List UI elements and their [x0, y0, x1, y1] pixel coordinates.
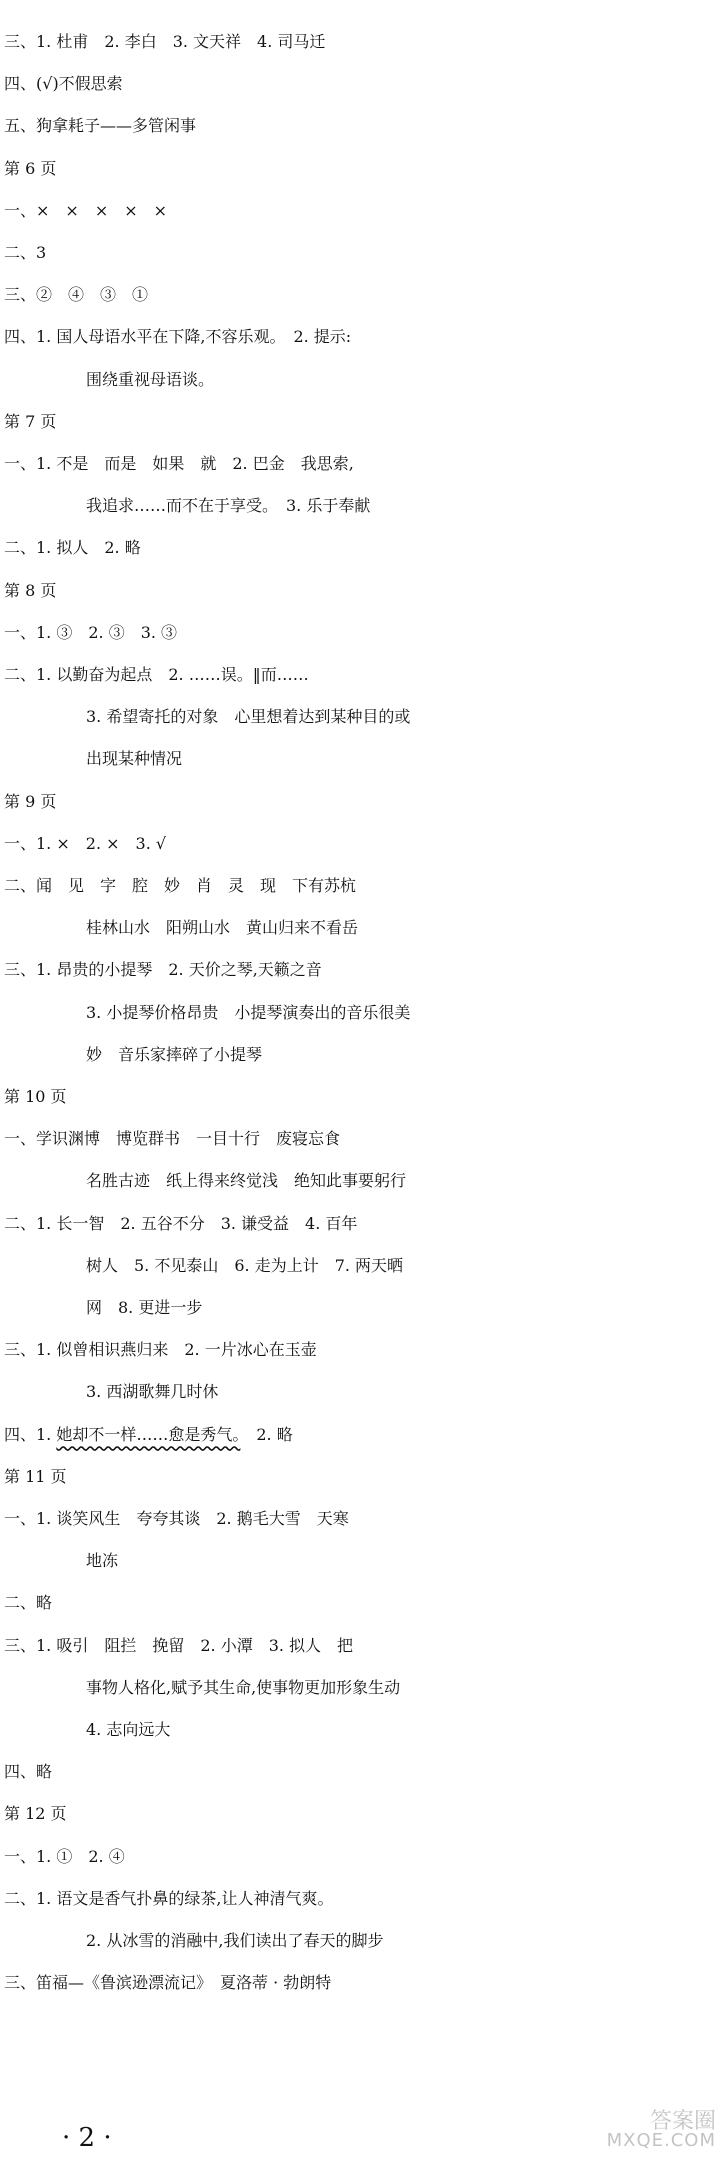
line-text: 一、1. 谈笑风生 夸夸其谈 2. 鹅毛大雪 天寒 [4, 1509, 349, 1528]
wavy-underlined-text: 她却不一样……愈是秀气。 [56, 1424, 241, 1444]
answer-line [0, 1752, 722, 1792]
line-text: 地冻 [86, 1551, 119, 1571]
line-text: 二、略 [4, 1593, 53, 1613]
line-text: 一、× × × × × [4, 200, 168, 220]
line-text: 第 11 页 [4, 1466, 67, 1486]
line-text: 三、1. 昂贵的小提琴 2. 天价之琴,天籁之音 [4, 960, 322, 980]
page-header-line [0, 1077, 722, 1117]
line-text: 一、1. ① 2. ④ [4, 1846, 125, 1866]
line-text: 围绕重视母语谈。 [86, 369, 215, 389]
watermark-url: MXQE.COM [606, 2130, 716, 2151]
line-text: 一、学识渊博 博览群书 一目十行 废寝忘食 [4, 1129, 341, 1149]
answer-line [0, 1879, 722, 1919]
line-text: 三、1. 杜甫 2. 李白 3. 文天祥 4. 司马迁 [4, 32, 326, 51]
line-text: 二、1. 语文是香气扑鼻的绿茶,让人神清气爽。 [4, 1888, 334, 1908]
answer-line [0, 1963, 722, 2003]
line-text: 3. 西湖歌舞几时休 [86, 1382, 219, 1402]
answer-line [0, 64, 722, 104]
answer-text: 2. 略 [240, 1424, 293, 1444]
answer-line [0, 528, 722, 568]
line-text: 二、1. 拟人 2. 略 [4, 538, 141, 558]
line-text: 三、1. 吸引 阻拦 挽留 2. 小潭 3. 拟人 把 [4, 1635, 354, 1655]
page-header-line [0, 1794, 722, 1834]
answer-line [0, 993, 722, 1033]
page-header-line [0, 402, 722, 442]
answer-line [0, 1668, 722, 1708]
answer-line [0, 1583, 722, 1623]
answer-line [0, 1372, 722, 1412]
page-header-line [0, 1457, 722, 1497]
line-text: 三、笛福—《鲁滨逊漂流记》 夏洛蒂 · 勃朗特 [4, 1973, 332, 1993]
line-text: 第 10 页 [4, 1087, 67, 1106]
line-text: 一、1. ③ 2. ③ 3. ③ [4, 622, 178, 642]
answer-line [0, 1330, 722, 1370]
line-text: 妙 音乐家摔碎了小提琴 [86, 1044, 263, 1064]
line-text: 三、② ④ ③ ① [4, 285, 149, 305]
answer-line [0, 1119, 722, 1159]
answer-line [0, 1626, 722, 1666]
line-text: 四、1. 国人母语水平在下降,不容乐观。 2. 提示: [4, 327, 352, 347]
watermark-text: 答案圈 [649, 2109, 716, 2134]
answer-line [0, 191, 722, 231]
answer-line [0, 866, 722, 906]
line-text: 2. 从冰雪的消融中,我们读出了春天的脚步 [86, 1931, 384, 1950]
line-text: 桂林山水 阳朔山水 黄山归来不看岳 [86, 918, 359, 938]
answer-line [0, 1710, 722, 1750]
answer-line [0, 1921, 722, 1961]
line-text: 3. 小提琴价格昂贵 小提琴演奏出的音乐很美 [86, 1002, 411, 1022]
page-number: · 2 · [62, 2123, 112, 2153]
answer-line [0, 824, 722, 864]
answer-line [0, 1161, 722, 1201]
answer-line [0, 1035, 722, 1075]
answer-line [0, 908, 722, 948]
line-text: 第 12 页 [4, 1804, 67, 1824]
line-text: 树人 5. 不见泰山 6. 走为上计 7. 两天晒 [86, 1255, 404, 1275]
answer-line [0, 655, 722, 695]
answer-line [0, 697, 722, 737]
answer-line [0, 275, 722, 315]
answer-line [0, 22, 722, 62]
line-text: 四、略 [4, 1762, 53, 1782]
page-header-line [0, 571, 722, 611]
answer-line [0, 1415, 722, 1455]
answer-line [0, 1499, 722, 1539]
answer-line [0, 1837, 722, 1877]
line-text: 二、3 [4, 243, 47, 262]
line-text: 出现某种情况 [86, 749, 183, 769]
line-text: 网 8. 更进一步 [86, 1298, 203, 1317]
line-text: 三、1. 似曾相识燕归来 2. 一片冰心在玉壶 [4, 1340, 317, 1360]
answer-line [0, 1246, 722, 1286]
line-text: 第 9 页 [4, 791, 57, 811]
line-text: 五、狗拿耗子——多管闲事 [4, 116, 197, 136]
line-text: 二、闻 见 字 腔 妙 肖 灵 现 下有苏杭 [4, 876, 357, 895]
watermark-logo [566, 2104, 716, 2156]
answer-line [0, 950, 722, 990]
answer-text: 四、1. [4, 1424, 57, 1444]
page-header-line [0, 782, 722, 822]
answer-line [0, 1288, 722, 1328]
answer-line [0, 1541, 722, 1581]
line-text: 一、1. 不是 而是 如果 就 2. 巴金 我思索, [4, 454, 354, 473]
line-text: 第 6 页 [4, 158, 57, 178]
line-text: 二、1. 长一智 2. 五谷不分 3. 谦受益 4. 百年 [4, 1213, 358, 1233]
answer-line [0, 739, 722, 779]
line-text: 第 7 页 [4, 411, 57, 431]
answer-line [0, 613, 722, 653]
answer-line [0, 233, 722, 273]
page-header-line [0, 149, 722, 189]
line-text: 第 8 页 [4, 580, 57, 600]
line-text: 二、1. 以勤奋为起点 2. ……误。‖而…… [4, 665, 309, 684]
line-text: 我追求……而不在于享受。 3. 乐于奉献 [86, 496, 371, 516]
line-text: 3. 希望寄托的对象 心里想着达到某种目的或 [86, 707, 411, 727]
answer-line [0, 444, 722, 484]
line-text: 四、(√)不假思索 [4, 74, 123, 94]
line-text: 4. 志向远大 [86, 1720, 171, 1739]
answer-line [0, 486, 722, 526]
answer-line [0, 317, 722, 357]
answer-line [0, 1204, 722, 1244]
line-text: 一、1. × 2. × 3. √ [4, 833, 167, 853]
line-text: 事物人格化,赋予其生命,使事物更加形象生动 [86, 1677, 401, 1697]
answer-line [0, 106, 722, 146]
answer-line [0, 360, 722, 400]
line-text: 名胜古迹 纸上得来终觉浅 绝知此事要躬行 [86, 1171, 407, 1191]
